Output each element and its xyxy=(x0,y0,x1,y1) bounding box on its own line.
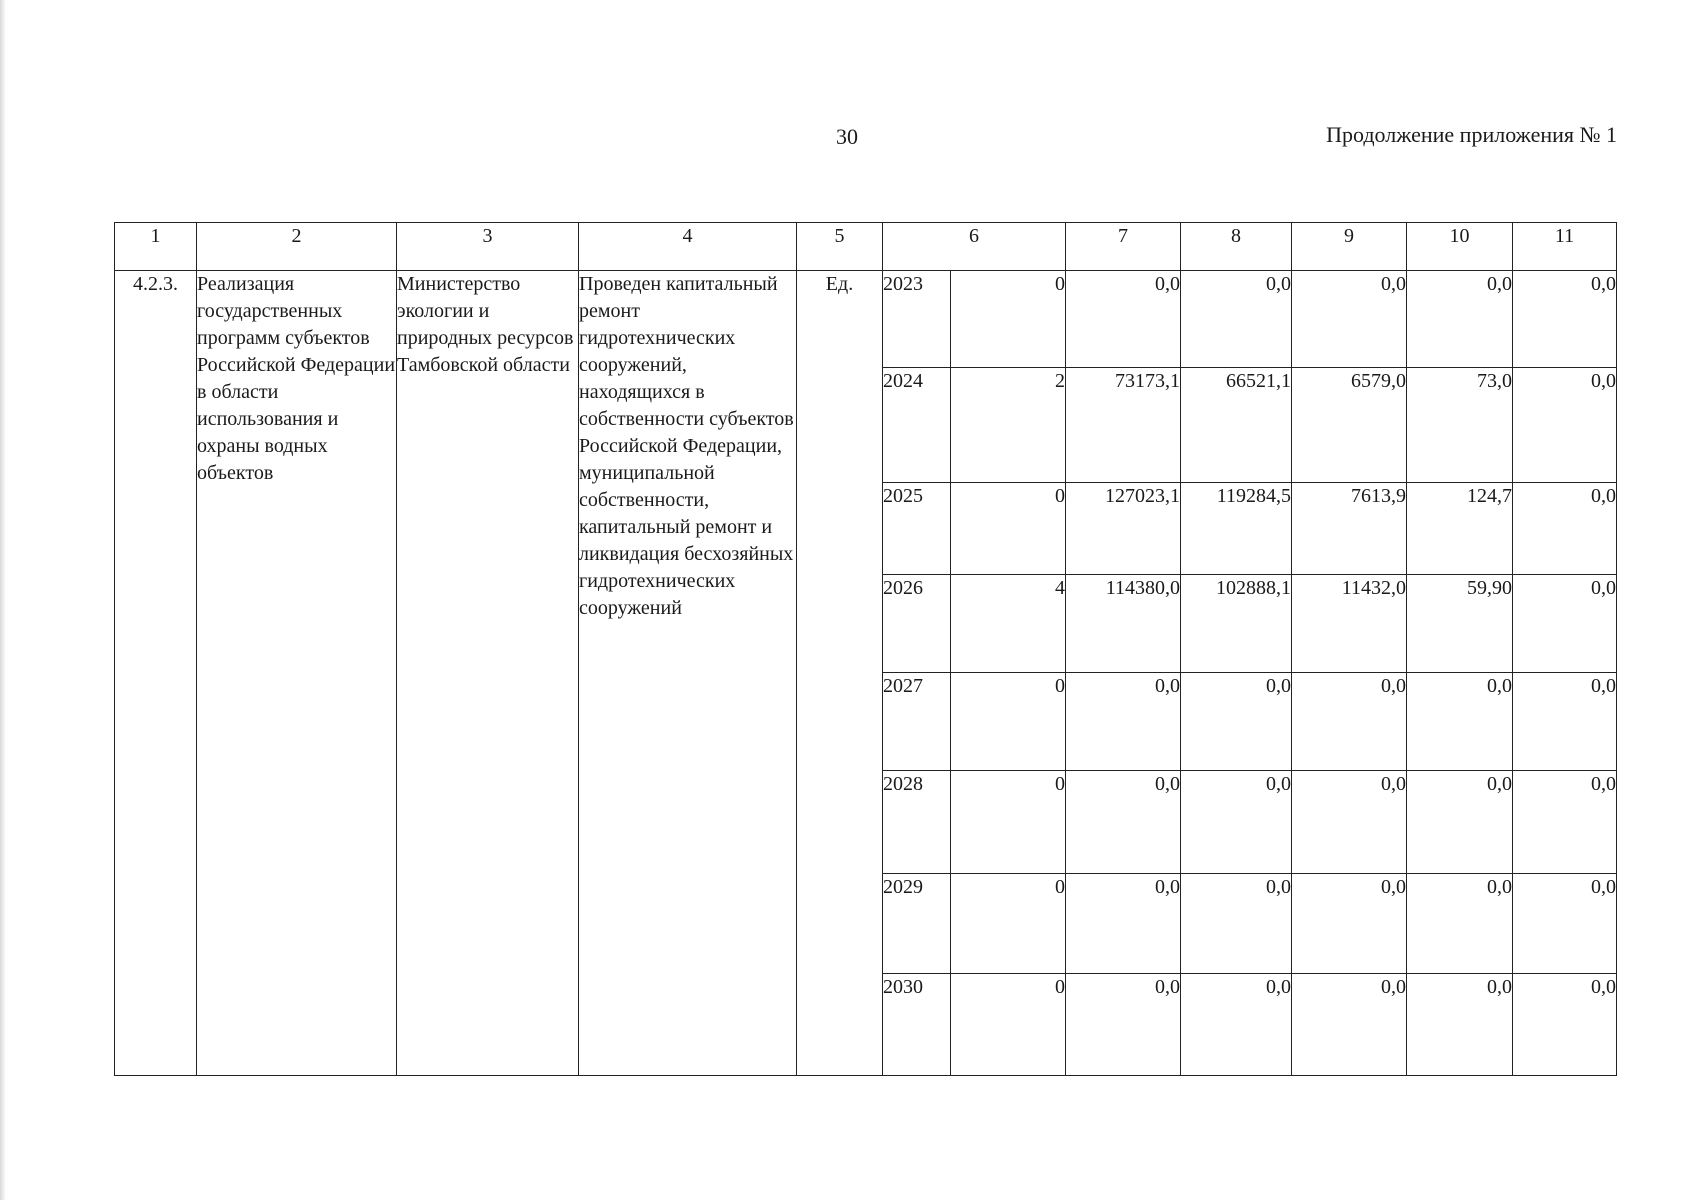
col11-value: 0,0 xyxy=(1513,271,1617,368)
continuation-label: Продолжение приложения № 1 xyxy=(1326,122,1617,147)
col8-value: 66521,1 xyxy=(1181,368,1292,483)
year-cell: 2030 xyxy=(883,974,951,1076)
col-header-4: 4 xyxy=(579,223,797,271)
year-cell: 2025 xyxy=(883,483,951,575)
col7-value: 0,0 xyxy=(1066,673,1181,771)
col9-value: 7613,9 xyxy=(1292,483,1407,575)
unit-of-measure: Ед. xyxy=(797,271,883,1076)
measure-result: Проведен капитальный ремонт гидротехнических сооружений, находящихся в собственности субъектов Российской Федерации, муниципальной собственности, капитальный ремонт и ликвидация бесхозяйных гидротехнических сооружений xyxy=(579,271,797,1076)
year-cell: 2024 xyxy=(883,368,951,483)
col10-value: 0,0 xyxy=(1407,771,1513,874)
col11-value: 0,0 xyxy=(1513,368,1617,483)
count-cell: 0 xyxy=(951,874,1066,974)
measure-code: 4.2.3. xyxy=(115,271,197,1076)
year-cell: 2028 xyxy=(883,771,951,874)
count-cell: 2 xyxy=(951,368,1066,483)
col8-value: 0,0 xyxy=(1181,874,1292,974)
count-cell: 0 xyxy=(951,771,1066,874)
count-cell: 0 xyxy=(951,483,1066,575)
col8-value: 0,0 xyxy=(1181,673,1292,771)
col7-value: 127023,1 xyxy=(1066,483,1181,575)
count-cell: 0 xyxy=(951,271,1066,368)
col9-value: 6579,0 xyxy=(1292,368,1407,483)
page-number: 30 xyxy=(836,124,858,149)
col10-value: 0,0 xyxy=(1407,974,1513,1076)
col-header-2: 2 xyxy=(197,223,397,271)
col11-value: 0,0 xyxy=(1513,483,1617,575)
program-table xyxy=(114,222,1617,1076)
col-header-9: 9 xyxy=(1292,223,1407,271)
scan-margin-shadow xyxy=(0,0,6,1200)
col-header-11: 11 xyxy=(1513,223,1617,271)
col9-value: 0,0 xyxy=(1292,874,1407,974)
col-header-1: 1 xyxy=(115,223,197,271)
col9-value: 0,0 xyxy=(1292,974,1407,1076)
col7-value: 114380,0 xyxy=(1066,575,1181,673)
count-cell: 4 xyxy=(951,575,1066,673)
col11-value: 0,0 xyxy=(1513,974,1617,1076)
col8-value: 0,0 xyxy=(1181,974,1292,1076)
col9-value: 0,0 xyxy=(1292,271,1407,368)
col11-value: 0,0 xyxy=(1513,771,1617,874)
col7-value: 0,0 xyxy=(1066,974,1181,1076)
col-header-10: 10 xyxy=(1407,223,1513,271)
col10-value: 73,0 xyxy=(1407,368,1513,483)
col10-value: 59,90 xyxy=(1407,575,1513,673)
col7-value: 0,0 xyxy=(1066,271,1181,368)
col8-value: 0,0 xyxy=(1181,271,1292,368)
col8-value: 0,0 xyxy=(1181,771,1292,874)
year-cell: 2026 xyxy=(883,575,951,673)
col-header-5: 5 xyxy=(797,223,883,271)
col7-value: 73173,1 xyxy=(1066,368,1181,483)
col8-value: 119284,5 xyxy=(1181,483,1292,575)
col10-value: 0,0 xyxy=(1407,874,1513,974)
responsible-body: Министерство экологии и природных ресурсов Тамбовской области xyxy=(397,271,579,1076)
col10-value: 0,0 xyxy=(1407,271,1513,368)
col10-value: 0,0 xyxy=(1407,673,1513,771)
col-header-3: 3 xyxy=(397,223,579,271)
col8-value: 102888,1 xyxy=(1181,575,1292,673)
year-cell: 2027 xyxy=(883,673,951,771)
col9-value: 0,0 xyxy=(1292,771,1407,874)
col11-value: 0,0 xyxy=(1513,575,1617,673)
col9-value: 11432,0 xyxy=(1292,575,1407,673)
col11-value: 0,0 xyxy=(1513,874,1617,974)
col-header-8: 8 xyxy=(1181,223,1292,271)
count-cell: 0 xyxy=(951,673,1066,771)
col7-value: 0,0 xyxy=(1066,874,1181,974)
measure-name: Реализация государственных программ субъектов Российской Федерации в области использования и охраны водных объектов xyxy=(197,271,397,1076)
count-cell: 0 xyxy=(951,974,1066,1076)
col9-value: 0,0 xyxy=(1292,673,1407,771)
col-header-7: 7 xyxy=(1066,223,1181,271)
table-row xyxy=(115,271,1617,368)
col11-value: 0,0 xyxy=(1513,673,1617,771)
year-cell: 2023 xyxy=(883,271,951,368)
column-number-row xyxy=(115,223,1617,271)
col7-value: 0,0 xyxy=(1066,771,1181,874)
col10-value: 124,7 xyxy=(1407,483,1513,575)
col-header-6: 6 xyxy=(883,223,1066,271)
year-cell: 2029 xyxy=(883,874,951,974)
